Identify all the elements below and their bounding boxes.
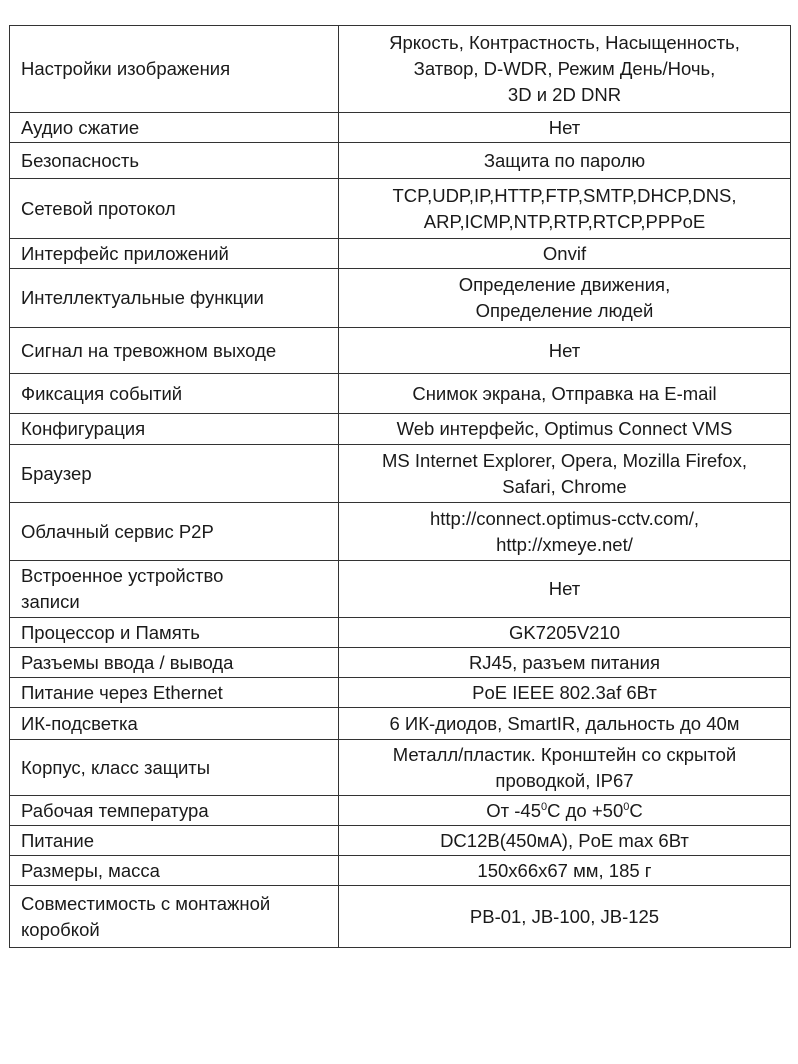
param-cell — [10, 618, 339, 648]
param-cell — [10, 113, 339, 143]
value-text: проводкой, IP67 — [495, 769, 634, 791]
table-row — [10, 561, 791, 618]
param-cell — [10, 239, 339, 269]
param-label: Рабочая температура — [21, 799, 209, 821]
param-label: Встроенное устройство — [21, 565, 224, 586]
value-cell — [339, 618, 791, 648]
param-label: Процессор и Память — [21, 621, 200, 643]
value-cell — [339, 269, 791, 328]
spec-table — [9, 25, 791, 948]
value-cell — [339, 708, 791, 740]
table-row — [10, 740, 791, 796]
value-cell — [339, 740, 791, 796]
value-cell — [339, 503, 791, 561]
value-text: http://xmeye.net/ — [496, 533, 633, 555]
value-text: Затвор, D-WDR, Режим День/Ночь, — [413, 58, 716, 79]
param-cell — [10, 414, 339, 445]
value-cell — [339, 374, 791, 414]
table-row — [10, 708, 791, 740]
value-cell — [339, 648, 791, 678]
param-label: Безопасность — [21, 149, 140, 171]
table-row — [10, 26, 791, 113]
param-cell — [10, 740, 339, 796]
param-label: коробкой — [21, 918, 100, 940]
value-text: Onvif — [542, 242, 587, 264]
table-row — [10, 239, 791, 269]
table-row — [10, 618, 791, 648]
value-cell — [339, 143, 791, 179]
table-row — [10, 414, 791, 445]
value-text: 6 ИК-диодов, SmartIR, дальность до 40м — [389, 712, 740, 734]
table-row — [10, 113, 791, 143]
param-label: ИК-подсветка — [21, 712, 138, 734]
table-row — [10, 143, 791, 179]
param-cell — [10, 796, 339, 826]
param-label: записи — [21, 591, 80, 612]
param-label: Сетевой протокол — [21, 197, 176, 219]
value-text: TCP,UDP,IP,HTTP,FTP,SMTP,DHCP,DNS, — [392, 184, 737, 206]
param-cell — [10, 561, 339, 618]
value-text: Нет — [548, 578, 581, 599]
value-cell — [339, 886, 791, 948]
value-text: Снимок экрана, Отправка на E-mail — [412, 382, 717, 404]
value-text: MS Internet Explorer, Opera, Mozilla Firefox, — [382, 449, 747, 471]
value-cell — [339, 414, 791, 445]
table-row — [10, 374, 791, 414]
value-text: Нет — [548, 339, 581, 361]
value-cell — [339, 678, 791, 708]
value-text: Определение людей — [475, 300, 654, 321]
param-cell — [10, 269, 339, 328]
value-text: RJ45, разъем питания — [468, 651, 661, 673]
table-row — [10, 886, 791, 948]
value-cell — [339, 179, 791, 239]
param-cell — [10, 503, 339, 561]
value-text: Web интерфейс, Optimus Connect VMS — [396, 418, 733, 439]
param-label: Корпус, класс защиты — [21, 756, 211, 778]
param-cell — [10, 648, 339, 678]
param-label: Совместимость с монтажной — [21, 892, 271, 914]
param-label: Питание через Ethernet — [21, 681, 223, 703]
table-row — [10, 179, 791, 239]
table-row — [10, 503, 791, 561]
value-text: 150x66x67 мм, 185 г — [477, 859, 652, 881]
value-text: Яркость, Контрастность, Насыщенность, — [389, 32, 740, 53]
temperature-value: От $-45^0C$ до $+50^0C$ — [486, 799, 643, 821]
value-cell — [339, 445, 791, 503]
param-label: Браузер — [21, 462, 92, 484]
table-row — [10, 269, 791, 328]
param-label: Конфигурация — [21, 418, 146, 439]
param-cell — [10, 26, 339, 113]
value-cell — [339, 328, 791, 374]
param-cell — [10, 826, 339, 856]
value-text: PoE IEEE 802.3af 6Вт — [472, 681, 657, 703]
table-row — [10, 678, 791, 708]
param-cell — [10, 856, 339, 886]
value-text: Защита по паролю — [483, 149, 646, 171]
value-cell — [339, 826, 791, 856]
param-cell — [10, 708, 339, 740]
param-label: Сигнал на тревожном выходе — [21, 339, 277, 361]
value-text: DC12В(450мА), PoE max 6Вт — [440, 829, 689, 851]
value-text: Металл/пластик. Кронштейн со скрытой — [392, 743, 737, 765]
table-row — [10, 648, 791, 678]
param-label: Интеллектуальные функции — [21, 287, 264, 308]
value-text: Определение движения, — [458, 274, 671, 295]
value-cell — [339, 239, 791, 269]
param-label: Аудио сжатие — [21, 116, 140, 138]
param-label: Интерфейс приложений — [21, 242, 229, 264]
param-cell — [10, 678, 339, 708]
param-cell — [10, 179, 339, 239]
param-label: Фиксация событий — [21, 382, 183, 404]
value-text: PB-01, JB-100, JB-125 — [469, 905, 660, 927]
table-row — [10, 328, 791, 374]
param-cell — [10, 445, 339, 503]
value-cell — [339, 26, 791, 113]
table-row — [10, 856, 791, 886]
param-label: Размеры, масса — [21, 859, 160, 881]
table-row — [10, 826, 791, 856]
param-cell — [10, 328, 339, 374]
value-cell — [339, 856, 791, 886]
value-cell — [339, 561, 791, 618]
value-text: 3D и 2D DNR — [507, 84, 622, 105]
value-cell — [339, 113, 791, 143]
value-text: ARP,ICMP,NTP,RTP,RTCP,PPPoE — [423, 210, 706, 232]
param-label: Разъемы ввода / вывода — [21, 651, 234, 673]
param-cell — [10, 886, 339, 948]
value-text: Нет — [548, 116, 581, 138]
table-row — [10, 445, 791, 503]
value-text: GK7205V210 — [508, 621, 621, 643]
param-label: Настройки изображения — [21, 58, 231, 79]
param-cell — [10, 374, 339, 414]
value-text: Safari, Chrome — [502, 475, 627, 497]
value-text: http://connect.optimus-cctv.com/, — [429, 507, 700, 529]
param-label: Облачный сервис P2P — [21, 520, 214, 542]
table-row — [10, 796, 791, 826]
param-cell — [10, 143, 339, 179]
value-cell — [339, 796, 791, 826]
param-label: Питание — [21, 829, 95, 851]
